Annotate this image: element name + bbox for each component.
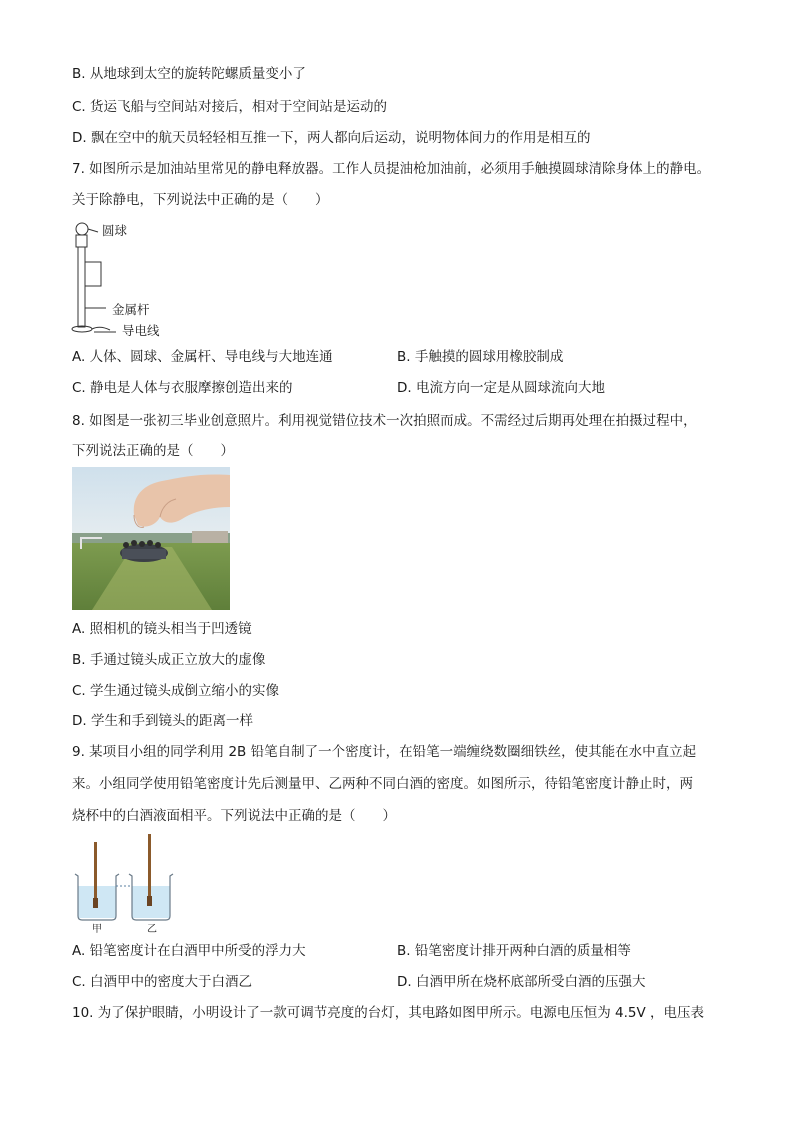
q7-stem-line-2: 关于除静电，下列说法中正确的是（ ） [72,192,329,208]
creative-photo-image [72,467,230,610]
q8-stem-line-2: 下列说法正确的是（ ） [72,443,234,459]
q10-stem-line-1: 10. 为了保护眼睛，小明设计了一款可调节亮度的台灯，其电路如图甲所示。电源电压恒为 4.5V ，电压表 [72,1005,705,1021]
q8-stem-line-1: 8. 如图是一张初三毕业创意照片。利用视觉错位技术一次拍照而成。不需经过后期再处理在拍摄过程中， [72,413,697,429]
q7-figure-static-discharger [70,220,190,342]
q7-option-a: A. 人体、圆球、金属杆、导电线与大地连通 [72,349,333,365]
q9-option-b: B. 铅笔密度计排开两种白酒的质量相等 [397,943,631,959]
q8-option-b: B. 手通过镜头成正立放大的虚像 [72,652,266,668]
q9-option-a: A. 铅笔密度计在白酒甲中所受的浮力大 [72,943,306,959]
q6-option-d: D. 飘在空中的航天员轻轻相互推一下，两人都向后运动，说明物体间力的作用是相互的 [72,130,591,146]
q9-option-d: D. 白酒甲所在烧杯底部所受白酒的压强大 [397,974,646,990]
q6-option-b: B. 从地球到太空的旋转陀螺质量变小了 [72,66,306,82]
q8-option-a: A. 照相机的镜头相当于凹透镜 [72,621,252,637]
q8-photo-hand-students [72,467,230,610]
label-metal-rod: 金属杆 [112,302,150,317]
q9-stem-line-3: 烧杯中的白酒液面相平。下列说法中正确的是（ ） [72,808,396,824]
label-beaker-b: 乙 [147,924,157,935]
q9-option-c: C. 白酒甲中的密度大于白酒乙 [72,974,253,990]
q6-option-c: C. 货运飞船与空间站对接后，相对于空间站是运动的 [72,99,388,115]
q8-option-d: D. 学生和手到镜头的距离一样 [72,713,253,729]
q8-option-c: C. 学生通过镜头成倒立缩小的实像 [72,683,280,699]
q7-option-c: C. 静电是人体与衣服摩擦创造出来的 [72,380,293,396]
q9-stem-line-1: 9. 某项目小组的同学利用 2B 铅笔自制了一个密度计，在铅笔一端缠绕数圈细铁丝，使其能在水中直立起 [72,744,697,760]
label-ball: 圆球 [102,223,128,238]
beakers-diagram [72,830,182,936]
q7-stem-line-1: 7. 如图所示是加油站里常见的静电释放器。工作人员提油枪加油前，必须用手触摸圆球清除身体上的静电。 [72,161,711,177]
label-ground-wire: 导电线 [122,323,160,338]
label-beaker-a: 甲 [92,924,102,935]
q7-option-d: D. 电流方向一定是从圆球流向大地 [397,380,605,396]
q9-figure-beakers [72,830,182,936]
q9-stem-line-2: 来。小组同学使用铅笔密度计先后测量甲、乙两种不同白酒的密度。如图所示，待铅笔密度计静止时，两 [72,776,693,792]
q7-option-b: B. 手触摸的圆球用橡胶制成 [397,349,564,365]
